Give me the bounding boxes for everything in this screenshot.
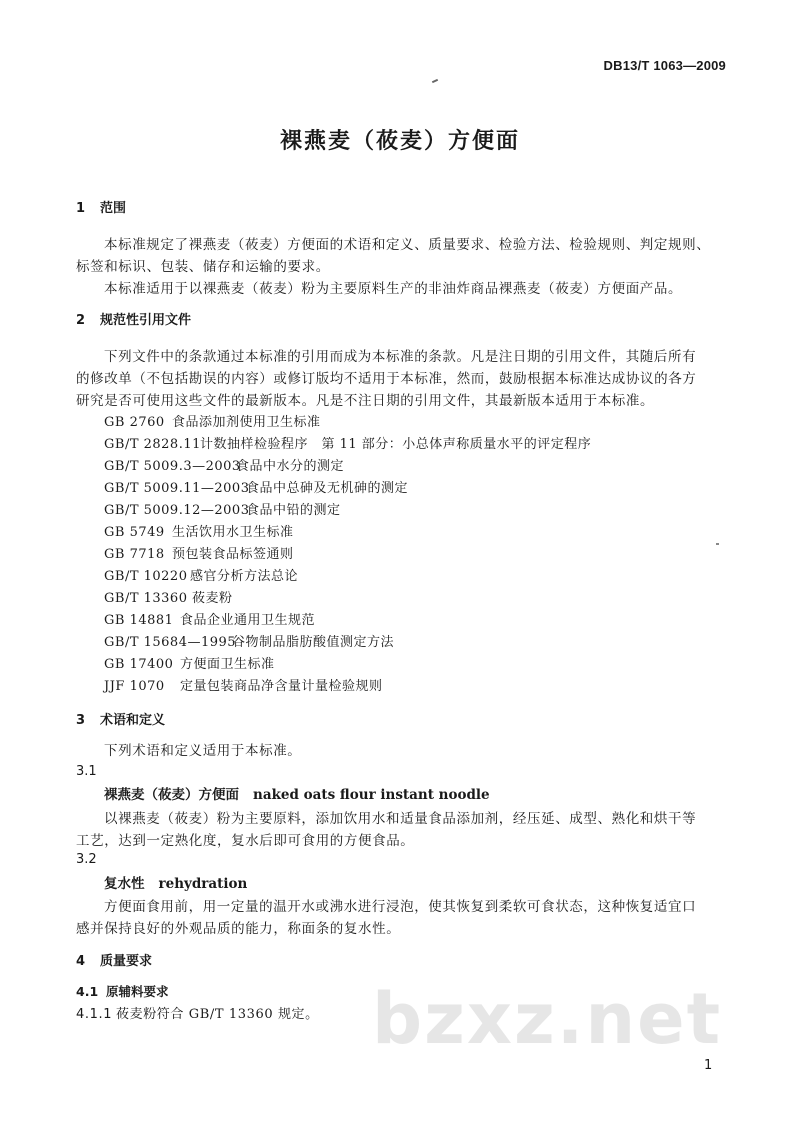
section-heading-scope: 1 范围 — [76, 201, 127, 216]
paragraph-line: 标签和标识、包装、储存和运输的要求。 — [76, 259, 330, 275]
section-heading-terms: 3 术语和定义 — [76, 713, 166, 728]
document-title: 裸燕麦（莜麦）方便面 — [279, 129, 520, 154]
paragraph-line: 下列文件中的条款通过本标准的引用而成为本标准的条款。凡是注日期的引用文件，其随后所有 — [104, 349, 697, 365]
reference-item: JJF 1070 定量包装商品净含量计量检验规则 — [104, 679, 383, 694]
section-heading-quality: 4 质量要求 — [76, 954, 153, 969]
reference-item: GB/T 15684—1995谷物制品脂肪酸值测定方法 — [104, 635, 395, 650]
reference-item: GB 14881 食品企业通用卫生规范 — [104, 613, 316, 628]
scan-speck — [432, 79, 438, 83]
paragraph-line: 以裸燕麦（莜麦）粉为主要原料，添加饮用水和适量食品添加剂，经压延、成型、熟化和烘干等 — [104, 811, 697, 827]
term-number: 3.1 — [76, 764, 97, 779]
page-number: 1 — [704, 1058, 713, 1073]
section-heading-normative-references: 2 规范性引用文件 — [76, 313, 192, 328]
paragraph-line: 本标准适用于以裸燕麦（莜麦）粉为主要原料生产的非油炸商品裸燕麦（莜麦）方便面产品。 — [104, 281, 683, 297]
reference-item: GB 5749 生活饮用水卫生标准 — [104, 525, 294, 540]
term-heading: 裸燕麦（莜麦）方便面 naked oats flour instant noodle — [104, 787, 490, 803]
term-number: 3.2 — [76, 852, 97, 867]
reference-item: GB 17400 方便面卫生标准 — [104, 657, 275, 672]
reference-item: GB/T 13360 莜麦粉 — [104, 591, 233, 606]
paragraph-line: 感并保持良好的外观品质的能力，称面条的复水性。 — [76, 921, 401, 937]
term-heading: 复水性 rehydration — [104, 876, 248, 892]
reference-item: GB/T 10220 感官分析方法总论 — [104, 569, 299, 584]
reference-item: GB/T 2828.11计数抽样检验程序 第 11 部分：小总体声称质量水平的评定程序 — [104, 437, 592, 452]
subsection-heading: 4.1 原辅料要求 — [76, 984, 169, 999]
standard-code: DB13/T 1063—2009 — [603, 58, 726, 73]
paragraph-line: 工艺，达到一定熟化度，复水后即可食用的方便食品。 — [76, 833, 415, 849]
reference-item: GB/T 5009.11—2003食品中总砷及无机砷的测定 — [104, 481, 409, 496]
reference-item: GB/T 5009.3—2003食品中水分的测定 — [104, 459, 345, 474]
watermark: bzxz.net — [372, 978, 723, 1060]
paragraph-line: 的修改单（不包括勘误的内容）或修订版均不适用于本标准，然而，鼓励根据本标准达成协议的各方 — [76, 371, 697, 387]
paragraph-line: 本标准规定了裸燕麦（莜麦）方便面的术语和定义、质量要求、检验方法、检验规则、判定规则、 — [104, 237, 711, 253]
scan-speck — [716, 543, 719, 545]
paragraph-line: 下列术语和定义适用于本标准。 — [104, 743, 302, 759]
reference-item: GB 7718 预包装食品标签通则 — [104, 547, 294, 562]
reference-item: GB 2760 食品添加剂使用卫生标准 — [104, 415, 321, 430]
reference-item: GB/T 5009.12—2003食品中铅的测定 — [104, 503, 341, 518]
clause-line: 4.1.1 莜麦粉符合 GB/T 13360 规定。 — [76, 1007, 319, 1022]
paragraph-line: 方便面食用前，用一定量的温开水或沸水进行浸泡，使其恢复到柔软可食状态，这种恢复适宜口 — [104, 899, 697, 915]
paragraph-line: 研究是否可使用这些文件的最新版本。凡是不注日期的引用文件，其最新版本适用于本标准。 — [76, 393, 655, 409]
